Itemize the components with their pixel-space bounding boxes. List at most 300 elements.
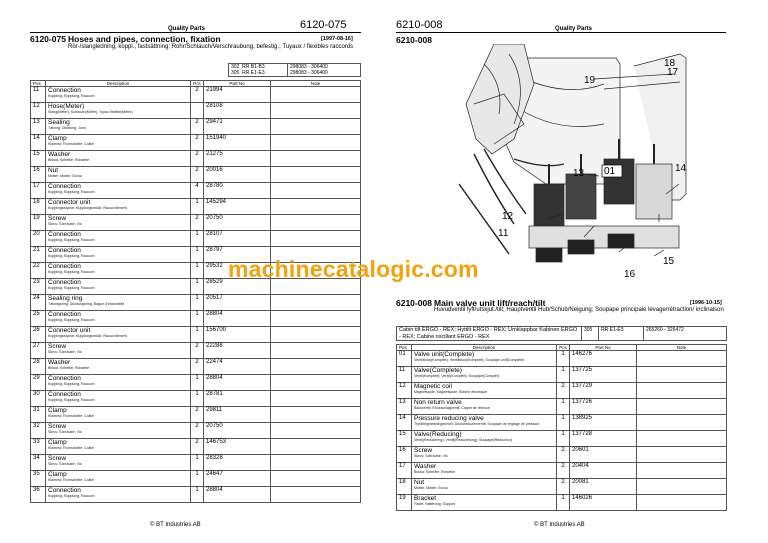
row-note bbox=[637, 399, 727, 415]
row-description bbox=[46, 343, 191, 359]
row-description-main: Clamp bbox=[48, 471, 67, 478]
row-description bbox=[46, 167, 191, 183]
row-pos bbox=[31, 487, 46, 503]
row-note bbox=[271, 311, 361, 327]
footer: © BT Industries AB bbox=[150, 522, 201, 528]
row-part-no bbox=[570, 479, 637, 495]
callout-18: 18 bbox=[664, 58, 676, 69]
callout-17: 17 bbox=[667, 67, 679, 78]
row-note bbox=[271, 199, 361, 215]
col-desc: Description bbox=[46, 81, 191, 87]
row-pcs-value: 1 bbox=[195, 263, 199, 269]
row-description bbox=[46, 87, 191, 103]
row-note bbox=[271, 103, 361, 119]
row-pos bbox=[397, 479, 412, 495]
row-part-no bbox=[570, 495, 637, 511]
row-description-translations: Skruv; Schraube; Vis bbox=[48, 350, 82, 354]
row-pos-value: 27 bbox=[33, 343, 40, 349]
row-description-main: Sealing bbox=[48, 119, 70, 126]
table-row bbox=[31, 407, 361, 423]
figure-code: 6210-008 bbox=[396, 35, 432, 45]
row-description-translations: Fäste; Halterung; Support bbox=[414, 502, 456, 506]
row-pos bbox=[31, 423, 46, 439]
applicability-table bbox=[228, 63, 361, 77]
row-pcs-value: 2 bbox=[195, 423, 199, 429]
section-date: [1996-10-15] bbox=[690, 300, 722, 306]
table-row bbox=[31, 135, 361, 151]
row-description-translations: Mutter; Mutter; Ecrou bbox=[48, 174, 82, 178]
applic-range: 265260 - 326472 bbox=[644, 327, 727, 341]
row-pos bbox=[31, 359, 46, 375]
row-note bbox=[637, 367, 727, 383]
row-part-no-value: 20016 bbox=[206, 167, 223, 173]
row-pcs bbox=[191, 423, 204, 439]
row-description-main: Washer bbox=[414, 463, 437, 470]
row-pcs bbox=[557, 383, 570, 399]
row-pos bbox=[31, 119, 46, 135]
row-description bbox=[412, 383, 557, 399]
row-description-main: Sealing ring bbox=[48, 295, 83, 302]
row-description-translations: Koppling; Kupplung; Raccord bbox=[48, 494, 95, 498]
applicability-table bbox=[396, 326, 727, 341]
row-description bbox=[46, 327, 191, 343]
row-pos bbox=[397, 351, 412, 367]
row-note bbox=[271, 167, 361, 183]
row-description bbox=[46, 471, 191, 487]
row-part-no-value: 28780 bbox=[206, 183, 223, 189]
row-part-no-value: 29471 bbox=[206, 119, 223, 125]
row-part-no-value: 20517 bbox=[206, 295, 223, 301]
row-description bbox=[46, 439, 191, 455]
section-subtitle: Huvudventil lyft/utskjut./tilt; Hauptventil Hub/Schub/Neigung; Soupape principale levage/rétraction/ inclinaison bbox=[434, 307, 724, 313]
row-pcs-value: 2 bbox=[195, 167, 199, 173]
row-pos-value: 23 bbox=[33, 279, 40, 285]
row-pcs-value: 2 bbox=[195, 151, 199, 157]
row-pos bbox=[31, 439, 46, 455]
row-description-main: Connection bbox=[48, 311, 81, 318]
row-description bbox=[46, 359, 191, 375]
row-description-translations: Mutter; Mutter; Ecrou bbox=[414, 486, 448, 490]
col-note: Note bbox=[271, 81, 361, 87]
row-description-translations: Skruv; Schraube; Vis bbox=[48, 462, 82, 466]
row-pcs bbox=[557, 463, 570, 479]
row-pos-value: 19 bbox=[399, 495, 406, 501]
table-row bbox=[31, 183, 361, 199]
row-pos bbox=[397, 383, 412, 399]
row-pcs bbox=[191, 231, 204, 247]
row-pcs-value: 1 bbox=[561, 351, 565, 357]
table-row bbox=[31, 375, 361, 391]
row-pcs-value: 1 bbox=[561, 367, 565, 373]
row-pos-value: 15 bbox=[33, 151, 40, 157]
row-pcs bbox=[557, 399, 570, 415]
row-part-no-value: 20601 bbox=[572, 447, 589, 453]
row-description-translations: Koppling; Kupplung; Raccord bbox=[48, 382, 95, 386]
row-note bbox=[271, 439, 361, 455]
row-description bbox=[46, 375, 191, 391]
row-note bbox=[271, 119, 361, 135]
row-note bbox=[271, 295, 361, 311]
row-note bbox=[271, 375, 361, 391]
row-pcs-value: 1 bbox=[195, 375, 199, 381]
col-pos: Pos bbox=[31, 81, 46, 87]
row-pcs-value: 1 bbox=[195, 231, 199, 237]
row-part-no bbox=[204, 295, 271, 311]
row-note bbox=[271, 215, 361, 231]
row-part-no-value: 20404 bbox=[572, 463, 589, 469]
row-part-no bbox=[204, 391, 271, 407]
row-pcs bbox=[191, 215, 204, 231]
row-part-no-value: 20750 bbox=[206, 215, 223, 221]
row-description-translations: Klamma; Rohrschelle; Collier bbox=[48, 414, 95, 418]
row-pcs-value: 1 bbox=[195, 327, 199, 333]
row-description-translations: Bricka; Scheibe; Rondelle bbox=[414, 470, 456, 474]
applic-range: 298083 - 306400 bbox=[288, 70, 361, 77]
table-row bbox=[397, 447, 727, 463]
row-pcs bbox=[191, 439, 204, 455]
section-title: Main valve unit lift/reach/tilt bbox=[434, 298, 546, 308]
row-pcs bbox=[191, 119, 204, 135]
row-part-no-value: 137725 bbox=[572, 367, 593, 373]
applic-code: 305 bbox=[231, 70, 240, 76]
table-row bbox=[31, 103, 361, 119]
row-pcs bbox=[191, 407, 204, 423]
row-part-no bbox=[204, 327, 271, 343]
row-part-no-value: 28797 bbox=[206, 247, 223, 253]
callout-16: 16 bbox=[624, 269, 636, 280]
row-part-no-value: 28107 bbox=[206, 231, 223, 237]
row-description-main: Connection bbox=[48, 87, 81, 94]
callout-12: 12 bbox=[502, 211, 514, 222]
row-description-main: Connection bbox=[48, 231, 81, 238]
row-pos-value: 14 bbox=[399, 415, 406, 421]
row-note bbox=[271, 391, 361, 407]
section-code: 6120-075 bbox=[30, 34, 66, 44]
section-date: [1997-08-16] bbox=[321, 36, 353, 42]
row-description bbox=[412, 351, 557, 367]
row-part-no-value: 29811 bbox=[206, 407, 223, 413]
row-pos-value: 13 bbox=[399, 399, 406, 405]
row-description-translations: Koppling; Kupplung; Raccord bbox=[48, 286, 95, 290]
row-description bbox=[412, 399, 557, 415]
row-part-no-value: 28804 bbox=[206, 375, 223, 381]
callout-14: 14 bbox=[675, 163, 687, 174]
table-row bbox=[31, 359, 361, 375]
row-part-no bbox=[204, 135, 271, 151]
header-rule bbox=[30, 32, 361, 33]
row-pcs-value: 2 bbox=[561, 447, 565, 453]
row-part-no-value: 137728 bbox=[572, 431, 593, 437]
row-pos-value: 01 bbox=[399, 351, 406, 357]
row-description-main: Connection bbox=[48, 375, 81, 382]
row-pcs bbox=[557, 431, 570, 447]
row-description bbox=[46, 295, 191, 311]
row-part-no bbox=[204, 487, 271, 503]
col-part: Part No bbox=[570, 345, 637, 351]
table-row bbox=[31, 215, 361, 231]
row-pcs bbox=[557, 495, 570, 511]
table-row bbox=[31, 455, 361, 471]
row-part-no bbox=[204, 375, 271, 391]
row-part-no-value: 137729 bbox=[572, 383, 593, 389]
row-pos bbox=[397, 399, 412, 415]
row-part-no bbox=[570, 383, 637, 399]
table-row bbox=[397, 495, 727, 511]
row-pos bbox=[31, 455, 46, 471]
row-description-translations: Ventil(Komplett); Ventil(Komplett); Soupape(Complet) bbox=[414, 374, 499, 378]
row-pos bbox=[31, 215, 46, 231]
row-description bbox=[46, 135, 191, 151]
table-row bbox=[31, 295, 361, 311]
row-part-no bbox=[204, 119, 271, 135]
row-description-main: Screw bbox=[48, 343, 67, 350]
row-description bbox=[412, 447, 557, 463]
row-description-translations: Klamma; Rohrschelle; Collier bbox=[48, 478, 95, 482]
row-pcs bbox=[557, 367, 570, 383]
row-description-main: Connection bbox=[48, 391, 81, 398]
row-pos-value: 30 bbox=[33, 391, 40, 397]
row-pcs bbox=[191, 103, 204, 119]
row-description-main: Connection bbox=[48, 279, 81, 286]
row-part-no bbox=[204, 359, 271, 375]
row-description-translations: Tätning; Dichtung; Joint bbox=[48, 126, 86, 130]
table-row bbox=[397, 479, 727, 495]
row-description-translations: Kopplingsstycke; Kupplungsstück; Raccordement bbox=[48, 206, 127, 210]
row-description bbox=[412, 463, 557, 479]
row-description-translations: Ventil(Reducering); Ventil(Reduzierung); Soupape(Réduction) bbox=[414, 438, 513, 442]
row-pcs-value: 1 bbox=[561, 415, 565, 421]
row-pcs bbox=[191, 263, 204, 279]
row-pcs bbox=[557, 479, 570, 495]
row-pcs bbox=[191, 183, 204, 199]
row-pcs-value: 1 bbox=[195, 455, 199, 461]
row-pcs bbox=[191, 247, 204, 263]
row-description bbox=[46, 263, 191, 279]
row-part-no bbox=[204, 199, 271, 215]
row-pcs bbox=[191, 487, 204, 503]
row-part-no bbox=[570, 463, 637, 479]
row-pos-value: 29 bbox=[33, 375, 40, 381]
table-row bbox=[31, 199, 361, 215]
applic-code: 302 bbox=[231, 64, 240, 70]
row-part-no bbox=[204, 439, 271, 455]
row-pos bbox=[31, 135, 46, 151]
row-pos bbox=[397, 463, 412, 479]
row-pcs-value: 1 bbox=[195, 487, 199, 493]
row-pos-value: 21 bbox=[33, 247, 40, 253]
row-note bbox=[271, 407, 361, 423]
row-part-no bbox=[204, 215, 271, 231]
row-pcs-value: 4 bbox=[195, 183, 199, 189]
row-description bbox=[412, 367, 557, 383]
row-part-no-value: 137726 bbox=[572, 399, 593, 405]
row-pcs bbox=[191, 199, 204, 215]
row-description-translations: Skruv; Schraube; Vis bbox=[48, 222, 82, 226]
row-description bbox=[46, 151, 191, 167]
row-part-no bbox=[570, 399, 637, 415]
callout-15: 15 bbox=[663, 256, 675, 267]
col-part: Part No bbox=[204, 81, 271, 87]
row-pos bbox=[31, 327, 46, 343]
row-note bbox=[637, 447, 727, 463]
row-description bbox=[46, 423, 191, 439]
footer: © BT Industries AB bbox=[534, 522, 585, 528]
row-description bbox=[46, 231, 191, 247]
row-description-main: Bracket bbox=[414, 495, 437, 502]
row-part-no-value: 20081 bbox=[572, 479, 589, 485]
row-part-no bbox=[204, 87, 271, 103]
table-row bbox=[31, 119, 361, 135]
row-part-no bbox=[204, 311, 271, 327]
row-pcs-value: 2 bbox=[561, 463, 565, 469]
row-description bbox=[412, 415, 557, 431]
table-row bbox=[31, 487, 361, 503]
row-description-main: Pressure reducing valve bbox=[414, 415, 484, 422]
row-pcs-value: 2 bbox=[561, 383, 565, 389]
row-pcs-value: 2 bbox=[195, 135, 199, 141]
row-pos bbox=[31, 103, 46, 119]
row-description-main: Clamp bbox=[48, 135, 67, 142]
row-pcs-value: 2 bbox=[195, 407, 199, 413]
row-description-translations: Bricka; Scheibe; Rondelle bbox=[48, 366, 90, 370]
row-pos-value: 26 bbox=[33, 327, 40, 333]
row-pcs bbox=[191, 151, 204, 167]
row-pcs-value: 2 bbox=[195, 439, 199, 445]
row-part-no-value: 21275 bbox=[206, 151, 223, 157]
row-pos-value: 32 bbox=[33, 423, 40, 429]
row-pcs bbox=[191, 87, 204, 103]
table-row bbox=[397, 399, 727, 415]
row-pcs-value: 1 bbox=[195, 279, 199, 285]
row-description-translations: Kopplingsstycke; Kupplungsstück; Raccordement bbox=[48, 334, 127, 338]
row-note bbox=[637, 383, 727, 399]
table-row bbox=[31, 311, 361, 327]
row-pos bbox=[31, 263, 46, 279]
row-pcs bbox=[557, 447, 570, 463]
row-pcs-value: 1 bbox=[561, 399, 565, 405]
row-pcs-value: 1 bbox=[195, 391, 199, 397]
row-note bbox=[271, 135, 361, 151]
row-description-main: Connection bbox=[48, 183, 81, 190]
table-row bbox=[397, 463, 727, 479]
row-part-no-value: 28108 bbox=[206, 103, 223, 109]
row-description-main: Washer bbox=[48, 151, 71, 158]
applic-model: RR E1-E3 bbox=[599, 327, 644, 341]
row-pos bbox=[397, 415, 412, 431]
row-note bbox=[271, 455, 361, 471]
table-row bbox=[31, 167, 361, 183]
table-row bbox=[397, 367, 727, 383]
col-pos: Pos bbox=[397, 345, 412, 351]
row-description-main: Clamp bbox=[48, 407, 67, 414]
row-part-no bbox=[204, 183, 271, 199]
row-description-translations: Backventil; Rückschlagventil; Clapet de retenue bbox=[414, 406, 490, 410]
row-pcs-value: 2 bbox=[195, 215, 199, 221]
row-description-main: Magnetic coil bbox=[414, 383, 452, 390]
row-part-no bbox=[204, 167, 271, 183]
row-part-no-value: 28804 bbox=[206, 487, 223, 493]
row-pcs bbox=[191, 391, 204, 407]
row-description-translations: Klamma; Rohrschelle; Collier bbox=[48, 446, 95, 450]
row-part-no-value: 29532 bbox=[206, 263, 223, 269]
row-note bbox=[637, 431, 727, 447]
row-pos bbox=[397, 447, 412, 463]
table-row bbox=[31, 423, 361, 439]
row-description bbox=[46, 311, 191, 327]
row-description bbox=[46, 455, 191, 471]
row-description bbox=[46, 391, 191, 407]
row-part-no-value: 146276 bbox=[572, 351, 593, 357]
row-pcs bbox=[191, 375, 204, 391]
row-description-main: Valve unit(Complete) bbox=[414, 351, 475, 358]
table-row bbox=[31, 471, 361, 487]
row-pos bbox=[31, 167, 46, 183]
row-part-no-value: 146026 bbox=[572, 495, 593, 501]
row-part-no bbox=[570, 367, 637, 383]
col-note: Note bbox=[637, 345, 727, 351]
row-description-translations: Koppling; Kupplung; Raccord bbox=[48, 398, 95, 402]
callout-13: 13 bbox=[573, 168, 585, 179]
col-pcs: Pcs bbox=[191, 81, 204, 87]
row-description-main: Connection bbox=[48, 247, 81, 254]
row-note bbox=[271, 87, 361, 103]
col-pcs: Pcs bbox=[557, 345, 570, 351]
row-description-translations: Skruv; Schraube; Vis bbox=[414, 454, 448, 458]
row-note bbox=[271, 231, 361, 247]
row-note bbox=[637, 351, 727, 367]
row-part-no-value: 151940 bbox=[206, 135, 227, 141]
row-pcs-value: 1 bbox=[561, 431, 565, 437]
watermark: machinecatalogic.com bbox=[228, 256, 479, 282]
applic-range: 298083 - 306400 bbox=[288, 64, 361, 71]
row-note bbox=[271, 183, 361, 199]
row-pos-value: 22 bbox=[33, 263, 40, 269]
row-pcs-value: 1 bbox=[561, 495, 565, 501]
row-description-translations: Koppling; Kupplung; Raccord bbox=[48, 94, 95, 98]
row-description-main: Nut bbox=[414, 479, 425, 486]
row-description-main: Connection bbox=[48, 487, 81, 494]
row-pos-value: 34 bbox=[33, 455, 40, 461]
table-row bbox=[31, 87, 361, 103]
row-pos-value: 17 bbox=[33, 183, 40, 189]
row-pos-value: 14 bbox=[33, 135, 40, 141]
row-pos-value: 31 bbox=[33, 407, 40, 413]
applic-code: 305 bbox=[582, 327, 599, 341]
row-pcs-value: 1 bbox=[195, 295, 199, 301]
row-description-main: Connector unit bbox=[48, 327, 91, 334]
row-part-no-value: 22288 bbox=[206, 343, 223, 349]
row-pcs bbox=[191, 167, 204, 183]
row-pos-value: 13 bbox=[33, 119, 40, 125]
row-part-no-value: 28781 bbox=[206, 391, 223, 397]
row-part-no bbox=[570, 431, 637, 447]
valve-diagram bbox=[454, 44, 694, 269]
row-description-main: Non return valve bbox=[414, 399, 462, 406]
row-description-translations: Tätningsring; Dichtungsring; Bague d'étanchéité bbox=[48, 302, 125, 306]
row-note bbox=[271, 487, 361, 503]
row-note bbox=[271, 359, 361, 375]
parts-table bbox=[30, 86, 361, 503]
row-note bbox=[637, 495, 727, 511]
section-subtitle: Rör-/slangledning, koppl., fastsättning; Rohr/Schlauch/Verschraubung, befestig.; Tuyaux / flexibles raccords bbox=[68, 44, 354, 50]
row-note bbox=[271, 471, 361, 487]
row-part-no-value: 21994 bbox=[206, 87, 223, 93]
row-pos bbox=[31, 343, 46, 359]
row-pos bbox=[31, 391, 46, 407]
row-description-main: Valve(Reducing) bbox=[414, 431, 462, 438]
row-part-no-value: 146753 bbox=[206, 439, 227, 445]
applic-text: Cabin tilt ERGO - REX; Hyttilt ERGO - REX; Umklappbar Kabinen ERGO - REX; Cabine oscillant ERGO - REX bbox=[397, 327, 582, 341]
